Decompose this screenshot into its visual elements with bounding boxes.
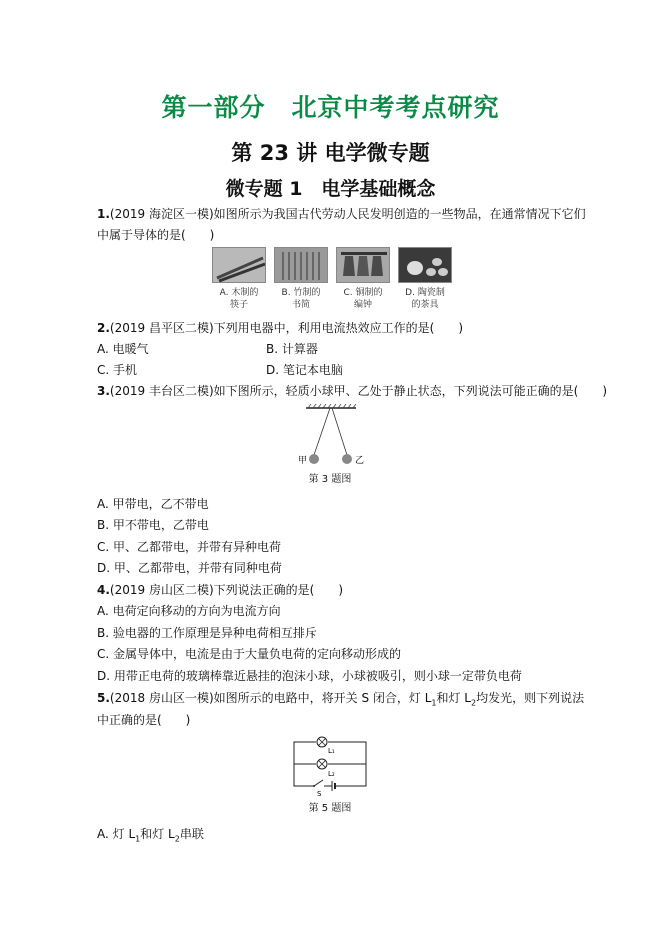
question-number: 2. (97, 321, 110, 335)
question-text-part: (2018 房山区一模)如图所示的电路中，将开关 S 闭合，灯 L (109, 691, 432, 705)
pendulum-diagram (290, 404, 370, 470)
item-c (336, 247, 393, 311)
q2-option-b: B. 计算器 (266, 342, 318, 356)
label-l2: L₂ (328, 770, 335, 778)
item-d-label-2: 的茶具 (411, 300, 439, 310)
q3-figure-caption: 第 3 题图 (308, 474, 352, 485)
item-c-label-2: 编钟 (353, 300, 372, 310)
ball-jia (309, 454, 319, 464)
label-l1: L₁ (328, 747, 335, 755)
question-text-part: 和灯 L (436, 691, 471, 705)
question-text: (2019 房山区二模)下列说法正确的是( ) (109, 583, 344, 597)
item-d-label-1: D. 陶瓷制 (405, 288, 445, 298)
q4-option-d: D. 用带正电荷的玻璃棒靠近悬挂的泡沫小球，小球被吸引，则小球一定带负电荷 (97, 669, 522, 683)
item-a-label-2: 筷子 (229, 300, 248, 310)
part-title: 第一部分 北京中考考点研究 (161, 93, 500, 122)
question-number: 4. (97, 583, 110, 597)
q3-option-c: C. 甲、乙都带电，并带有异种电荷 (97, 540, 282, 554)
question-text: (2019 丰台区二模)如下图所示，轻质小球甲、乙处于静止状态，下列说法可能正确的是( ) (109, 384, 608, 398)
q2-option-a: A. 电暖气 (97, 342, 149, 356)
topic-title: 微专题 1 电学基础概念 (225, 178, 436, 200)
question-1-line-1 (97, 206, 586, 222)
question-2-stem (97, 320, 463, 336)
chopsticks-image (212, 247, 266, 283)
item-b-label-1: B. 竹制的 (281, 288, 321, 298)
question-3-stem (97, 383, 607, 399)
q3-option-b: B. 甲不带电，乙带电 (97, 518, 209, 532)
question-5-line-2: 中正确的是( ) (97, 713, 191, 727)
item-d (398, 247, 455, 311)
circuit-diagram (290, 734, 370, 798)
q3-option-d: D. 甲、乙都带电，并带有同种电荷 (97, 561, 282, 575)
question-text: (2019 昌平区二模)下列用电器中，利用电流热效应工作的是( ) (109, 321, 464, 335)
question-text-part: 均发光，则下列说法 (476, 691, 585, 705)
question-1-line-2: 中属于导体的是( ) (97, 228, 215, 242)
item-a-label-1: A. 木制的 (219, 288, 259, 298)
option-text-part: 和灯 L (140, 827, 175, 841)
q4-option-b: B. 验电器的工作原理是异种电荷相互排斥 (97, 626, 317, 640)
option-text-part: A. 灯 L (97, 827, 136, 841)
bamboo-slips-image (274, 247, 328, 283)
subscript: 2 (174, 834, 180, 844)
question-number: 1. (97, 207, 110, 221)
question-number: 5. (97, 691, 110, 705)
label-jia: 甲 (298, 456, 308, 466)
subscript: 2 (471, 698, 477, 708)
q5-option-a (97, 826, 204, 847)
item-c-label-1: C. 铜制的 (343, 288, 383, 298)
q2-option-d: D. 笔记本电脑 (266, 363, 343, 377)
label-yi: 乙 (355, 456, 365, 466)
subscript: 1 (431, 698, 437, 708)
item-a (212, 247, 269, 311)
question-4-stem (97, 582, 343, 598)
question-number: 3. (97, 384, 110, 398)
bronze-bells-image (336, 247, 390, 283)
label-s: S (317, 790, 322, 798)
question-text: (2019 海淀区一模)如图所示为我国古代劳动人民发明创造的一些物品，在通常情况下它们 (109, 207, 586, 221)
q3-option-a: A. 甲带电，乙不带电 (97, 497, 209, 511)
q2-option-c: C. 手机 (97, 363, 138, 377)
subscript: 1 (135, 834, 141, 844)
q4-option-c: C. 金属导体中，电流是由于大量负电荷的定向移动形成的 (97, 647, 402, 661)
question-1-figure (212, 247, 452, 317)
q5-figure-caption: 第 5 题图 (308, 803, 352, 814)
item-b-label-2: 书简 (291, 300, 310, 310)
option-text-part: 串联 (179, 827, 204, 841)
item-b (274, 247, 331, 311)
q4-option-a: A. 电荷定向移动的方向为电流方向 (97, 604, 281, 618)
lecture-title: 第 23 讲 电学微专题 (231, 141, 430, 165)
tea-set-image (398, 247, 452, 283)
question-5-line-1 (97, 690, 584, 711)
ball-yi (342, 454, 352, 464)
